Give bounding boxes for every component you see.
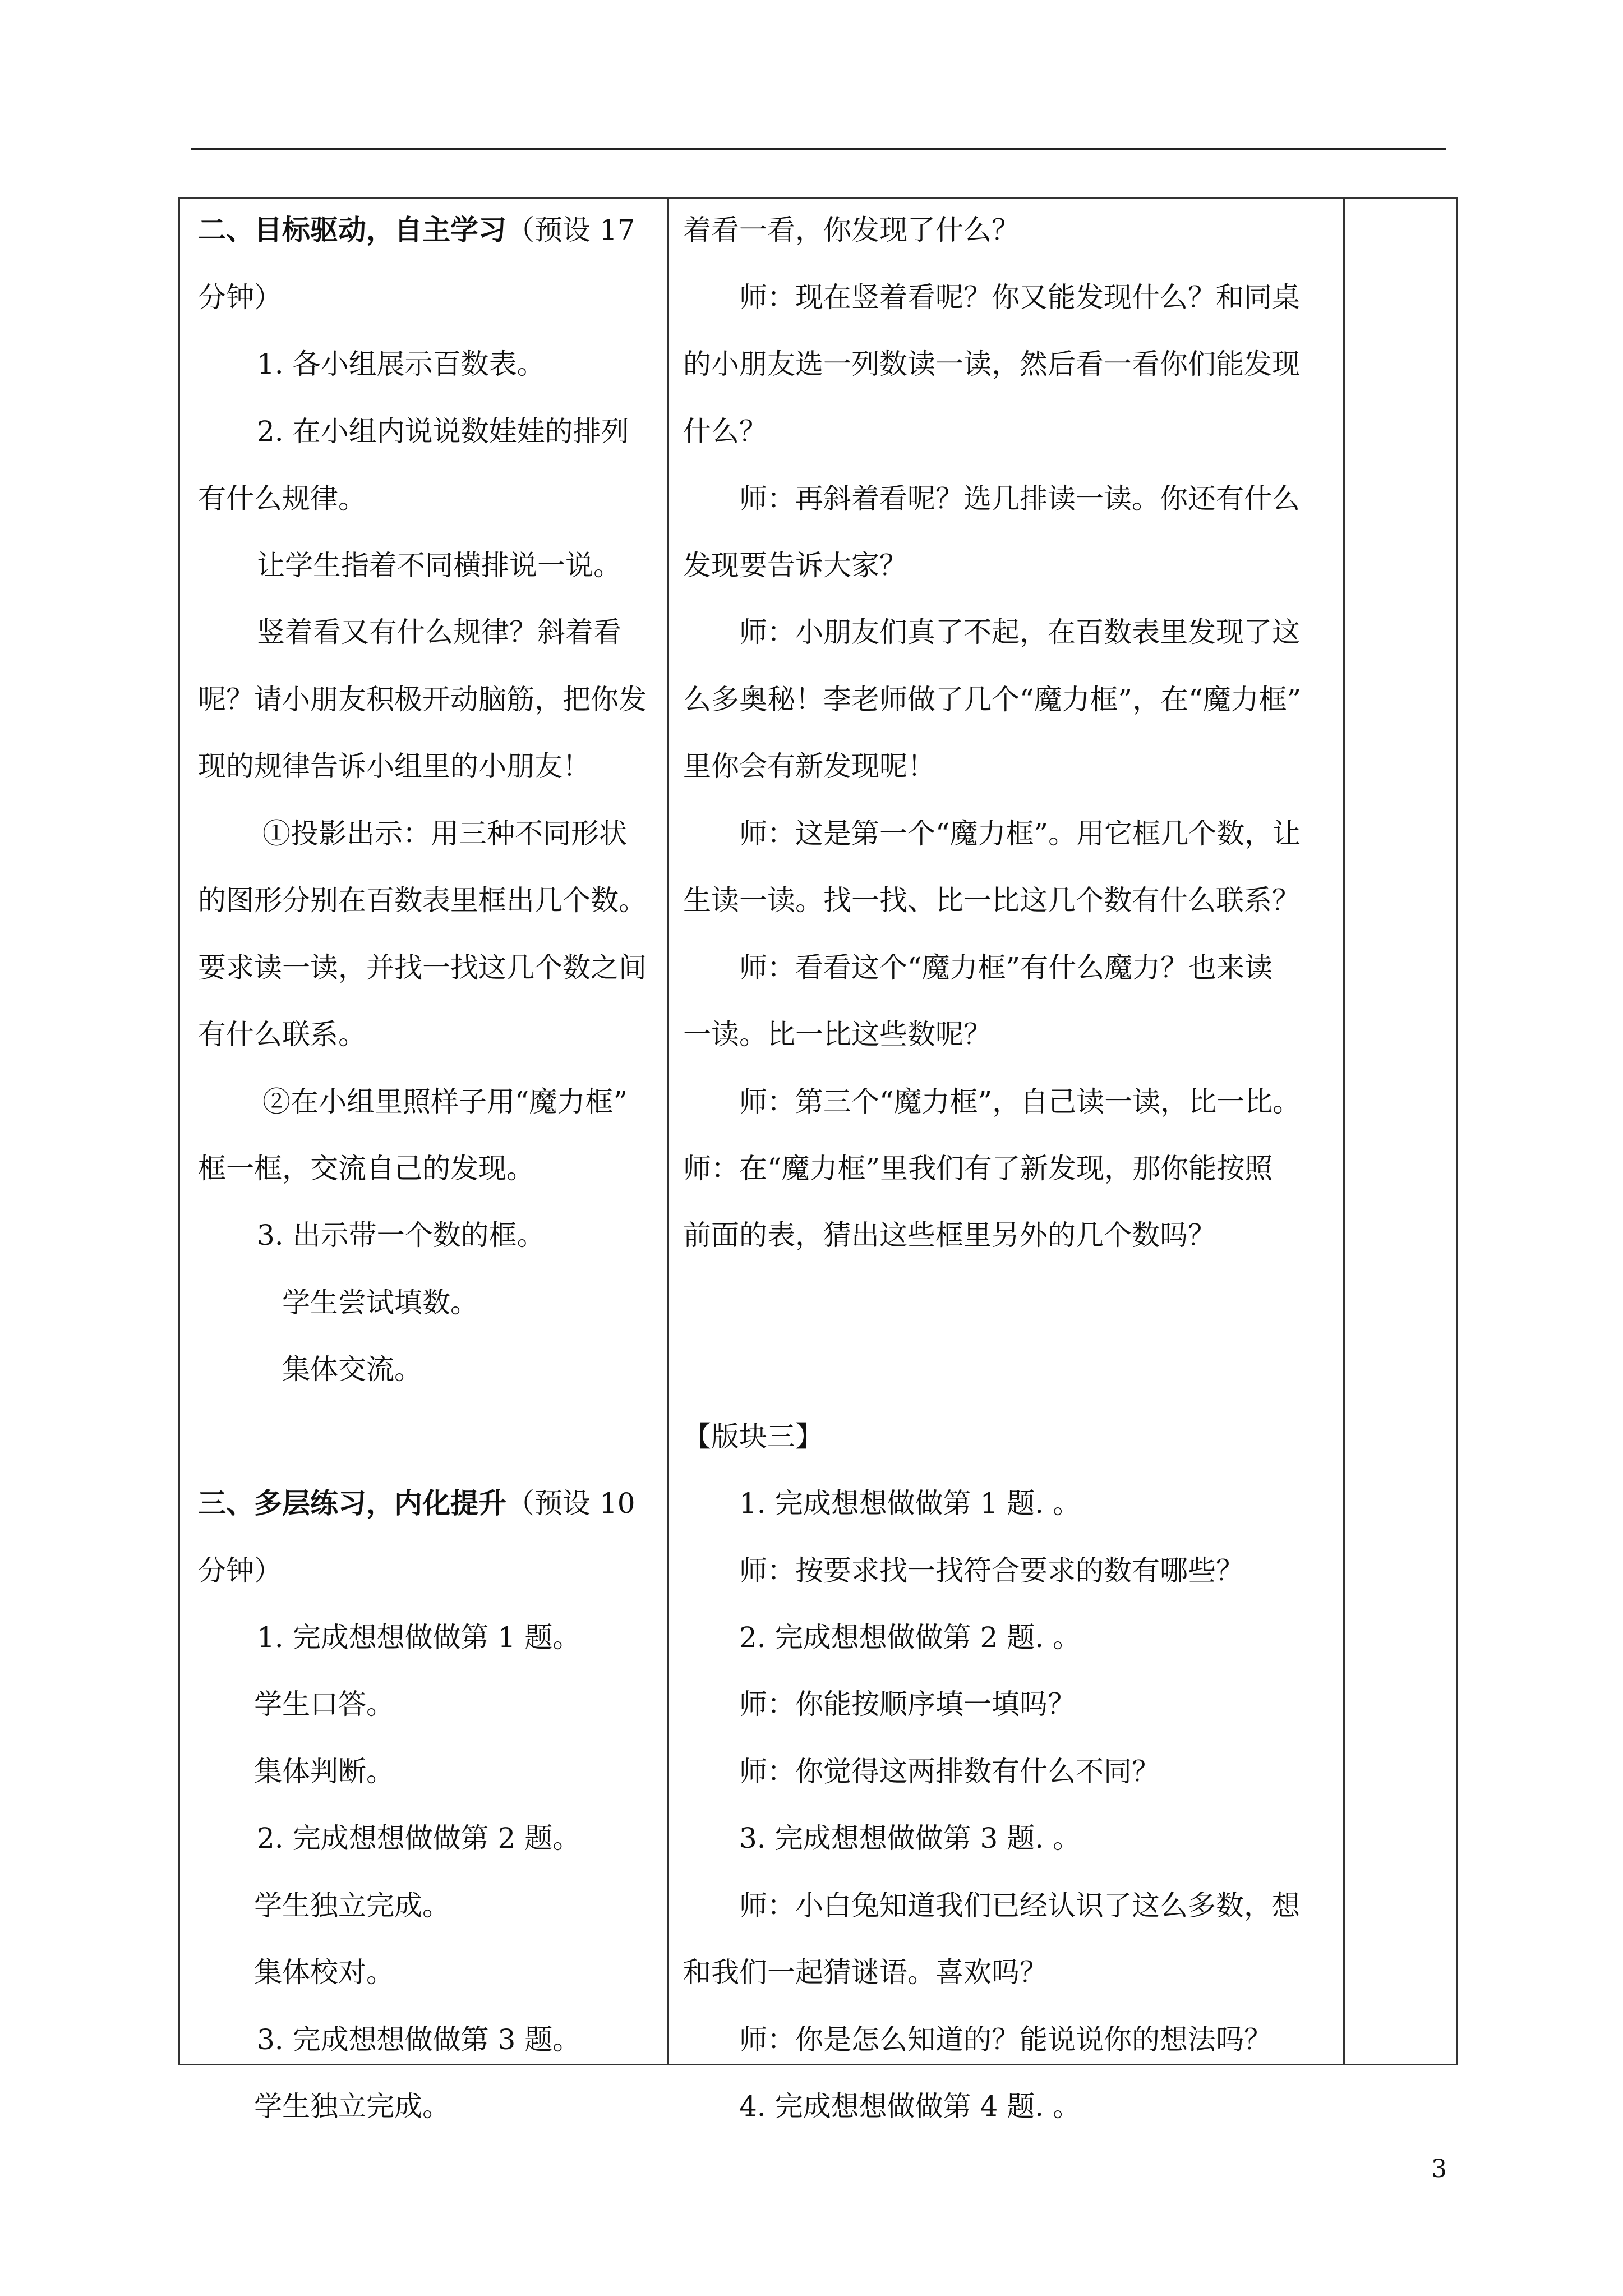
script-line-13: 一读。比一比这些数呢？ [683,1018,992,1051]
block-three-line-4: 师：你能按顺序填一填吗？ [739,1688,1076,1720]
section-two-heading: 二、目标驱动，自主学习 [198,213,506,246]
block-three-line-10: 4. 完成想想做做第 4 题. 。 [739,2090,1081,2123]
script-line-12: 师：看看这个“魔力框”有什么魔力？也来读 [739,951,1273,984]
step-2-line-1: 2. 在小组内说说数娃娃的排列 [257,415,629,448]
exercise-3-independent: 学生独立完成。 [254,2090,450,2123]
notes-column [1345,197,1458,2065]
script-line-1: 着看一看，你发现了什么？ [683,214,1020,246]
step-3-students: 学生尝试填数。 [282,1286,478,1319]
exercise-2-independent: 学生独立完成。 [254,1889,450,1922]
script-line-9: 里你会有新发现呢！ [683,750,935,783]
script-line-14: 师：第三个“魔力框”，自己读一读，比一比。 [739,1085,1301,1118]
teacher-script-column [669,197,1343,2123]
script-line-11: 生读一读。找一找、比一比这几个数有什么联系？ [683,884,1300,917]
step-2-line-2: 有什么规律。 [198,482,366,515]
block-three-line-5: 师：你觉得这两排数有什么不同？ [739,1755,1160,1788]
exercise-1-judge: 集体判断。 [254,1755,394,1788]
step-3: 3. 出示带一个数的框。 [257,1219,545,1251]
exercise-3: 3. 完成想想做做第 3 题。 [257,2023,581,2056]
block-three-line-3: 2. 完成想想做做第 2 题. 。 [739,1621,1081,1654]
script-line-15: 师：在“魔力框”里我们有了新发现，那你能按照 [683,1152,1273,1185]
section-three-time: （预设 10 [506,1487,635,1520]
block-three-line-9: 师：你是怎么知道的？能说说你的想法吗？ [739,2023,1272,2056]
block-three-line-6: 3. 完成想想做做第 3 题. 。 [739,1822,1081,1855]
step-3-discussion: 集体交流。 [282,1353,422,1386]
columns-instruction-line-3: 现的规律告诉小组里的小朋友！ [198,750,591,783]
rows-instruction: 让学生指着不同横排说一说。 [257,549,621,582]
columns-instruction-line-2: 呢？请小朋友积极开动脑筋，把你发 [198,683,647,716]
block-three-line-7: 师：小白兔知道我们已经认识了这么多数，想 [739,1889,1300,1922]
columns-instruction-line-1: 竖着看又有什么规律？斜着看 [257,616,621,648]
projection-line-1: ①投影出示：用三种不同形状 [262,817,627,850]
step-1: 1. 各小组展示百数表。 [257,348,545,380]
script-line-7: 师：小朋友们真了不起，在百数表里发现了这 [739,616,1300,648]
script-line-16: 前面的表，猜出这些框里另外的几个数吗？ [683,1219,1216,1251]
script-line-4: 什么？ [683,415,767,448]
script-line-6: 发现要告诉大家？ [683,549,907,582]
header-rule [191,148,1446,150]
script-line-3: 的小朋友选一列数读一读，然后看一看你们能发现 [683,348,1300,380]
page-number: 3 [1431,2155,1447,2183]
projection-line-4: 有什么联系。 [198,1018,366,1051]
projection-line-3: 要求读一读，并找一找这几个数之间 [198,951,647,984]
script-line-5: 师：再斜着看呢？选几排读一读。你还有什么 [739,482,1300,515]
section-two-heading-line [198,213,635,247]
section-three-heading: 三、多层练习，内化提升 [198,1487,506,1520]
projection-line-2: 的图形分别在百数表里框出几个数。 [198,884,647,917]
section-three-time-cont: 分钟） [198,1554,282,1587]
script-line-2: 师：现在竖着看呢？你又能发现什么？和同桌 [739,281,1300,314]
magic-frame-line-1: ②在小组里照样子用“魔力框” [262,1085,628,1118]
script-line-8: 么多奥秘！李老师做了几个“魔力框”，在“魔力框” [683,683,1302,716]
section-three-heading-line [198,1487,635,1520]
exercise-1-oral: 学生口答。 [254,1688,394,1720]
exercise-2-check: 集体校对。 [254,1956,394,1989]
section-two-time: （预设 17 [506,214,635,246]
block-three-label: 【版块三】 [683,1420,823,1453]
block-three-line-2: 师：按要求找一找符合要求的数有哪些？ [739,1554,1244,1587]
magic-frame-line-2: 框一框，交流自己的发现。 [198,1152,534,1185]
script-line-10: 师：这是第一个“魔力框”。用它框几个数，让 [739,817,1301,850]
exercise-1: 1. 完成想想做做第 1 题。 [257,1621,581,1654]
section-two-time-cont: 分钟） [198,281,282,314]
exercise-2: 2. 完成想想做做第 2 题。 [257,1822,581,1855]
block-three-line-8: 和我们一起猜谜语。喜欢吗？ [683,1956,1048,1989]
activities-column [178,197,667,2123]
block-three-line-1: 1. 完成想想做做第 1 题. 。 [739,1487,1081,1520]
